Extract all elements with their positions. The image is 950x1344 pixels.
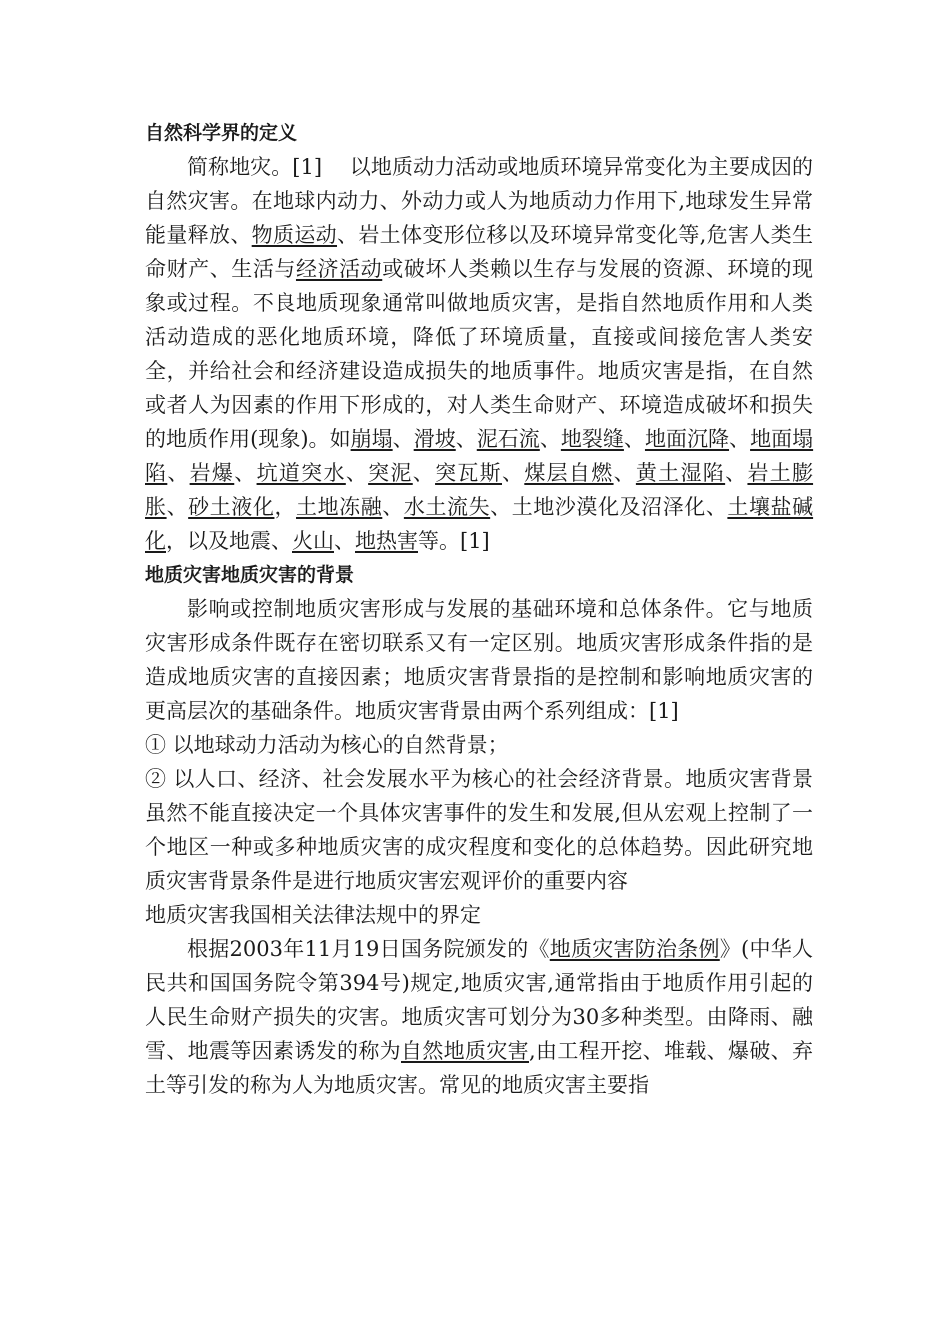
linked-term[interactable]: 砂土液化 [188,495,275,519]
linked-term[interactable]: 坑道突水 [256,461,346,485]
paragraph-law [145,932,813,1102]
text-run: 、 [345,461,369,485]
linked-term[interactable]: 物质运动 [251,223,338,247]
linked-term[interactable]: 火山 [292,529,334,553]
linked-term[interactable]: 地裂缝 [560,427,624,451]
text-run: ， [274,495,297,519]
linked-term[interactable]: 岩土膨胀 [145,461,814,519]
linked-term[interactable]: 地热害 [355,529,418,553]
text-run: 、 [729,427,751,451]
text-run: 、 [539,427,561,451]
text-run: 、 [613,461,636,485]
text-run: 或破坏人类赖以生存与发展的资源、环境的现象或过程。不良地质现象通常叫做地质灾害，是指自然地质作用和人类活动造成的恶化地质环境，降低了环境质量，直接或间接危害人类安全，并给社会和经济建设造成损失的地质事件。地质灾害是指，在自然或者人为因素的作用下形成的，对人类生命财产、环境造成破坏和损失的地质作用(现象)。如 [145,257,814,451]
text-run: 、 [382,495,404,519]
paragraph-definition [145,150,813,558]
text-run: ，以及地震、 [166,529,292,553]
text-run: 、 [167,461,190,485]
linked-term[interactable]: 土地冻融 [296,495,383,519]
paragraph-background: 影响或控制地质灾害形成与发展的基础环境和总体条件。它与地质灾害形成条件既存在密切联系又有一定区别。地质灾害形成条件指的是造成地质灾害的直接因素；地质灾害背景指的是控制和影响地质灾害的更高层次的基础条件。地质灾害背景由两个系列组成：[1] [145,597,813,723]
section-heading-law: 地质灾害我国相关法律法规中的界定 [145,903,481,927]
linked-term[interactable]: 地质灾害防治条例 [549,937,720,961]
linked-term[interactable]: 经济活动 [295,257,383,281]
section-heading-definition: 自然科学界的定义 [145,122,298,144]
linked-term[interactable]: 泥石流 [476,427,540,451]
text-run: 、 [234,461,257,485]
text-run: 简称地灾。[1] 以地质动力活动或地质环境异常变化为主要成因的自然灾害。在地球内动力、外动力或人为地质动力作用下,地球发生异常能量释放、 [145,155,813,247]
linked-term[interactable]: 黄土湿陷 [635,461,726,485]
text-run: 、 [502,461,525,485]
text-run: 、 [166,495,189,519]
text-run: 、 [725,461,748,485]
text-run: 等。[1] [418,529,490,553]
text-run: 、 [412,461,436,485]
linked-term[interactable]: 突瓦斯 [435,461,502,485]
linked-term[interactable]: 煤层自燃 [524,461,614,485]
text-run: 、岩土体变形位移以及环境异常变化等,危害人类生命财产、生活与 [145,223,814,281]
text-run: 、 [455,427,477,451]
linked-term[interactable]: 突泥 [368,461,413,485]
text-run: 、 [392,427,414,451]
linked-term[interactable]: 滑坡 [413,427,456,451]
list-item-socioeconomic-background: ② 以人口、经济、社会发展水平为核心的社会经济背景。地质灾害背景虽然不能直接决定一个具体灾害事件的发生和发展,但从宏观上控制了一个地区一种或多种地质灾害的成灾程度和变化的总体趋势。因此研究地质灾害背景条件是进行地质灾害宏观评价的重要内容 [145,767,813,893]
text-column [145,116,813,1102]
linked-term[interactable]: 岩爆 [189,461,235,485]
text-run: ,由工程开挖、堆载、爆破、弃土等引发的称为人为地质灾害。常见的地质灾害主要指 [145,1039,813,1097]
text-run: 、 [623,427,645,451]
linked-term[interactable]: 土壤盐碱化 [145,495,814,553]
linked-term[interactable]: 水土流失 [403,495,491,519]
linked-term[interactable]: 崩塌 [350,427,393,451]
text-run: 》(中华人民共和国国务院令第394号)规定,地质灾害,通常指由于地质作用引起的人民生命财产损失的灾害。地质灾害可划分为30多种类型。由降雨、融雪、地震等因素诱发的称为 [145,937,813,1063]
text-run: 、 [334,529,355,553]
section-heading-background: 地质灾害地质灾害的背景 [145,564,355,586]
text-run: 、土地沙漠化及沼泽化、 [490,495,728,519]
linked-term[interactable]: 地面沉降 [644,427,730,451]
list-item-natural-background: ① 以地球动力活动为核心的自然背景； [145,733,509,757]
linked-term[interactable]: 自然地质灾害 [401,1039,529,1063]
text-run: 根据2003年11月19日国务院颁发的《 [187,937,550,961]
linked-term[interactable]: 地面塌陷 [145,427,814,485]
